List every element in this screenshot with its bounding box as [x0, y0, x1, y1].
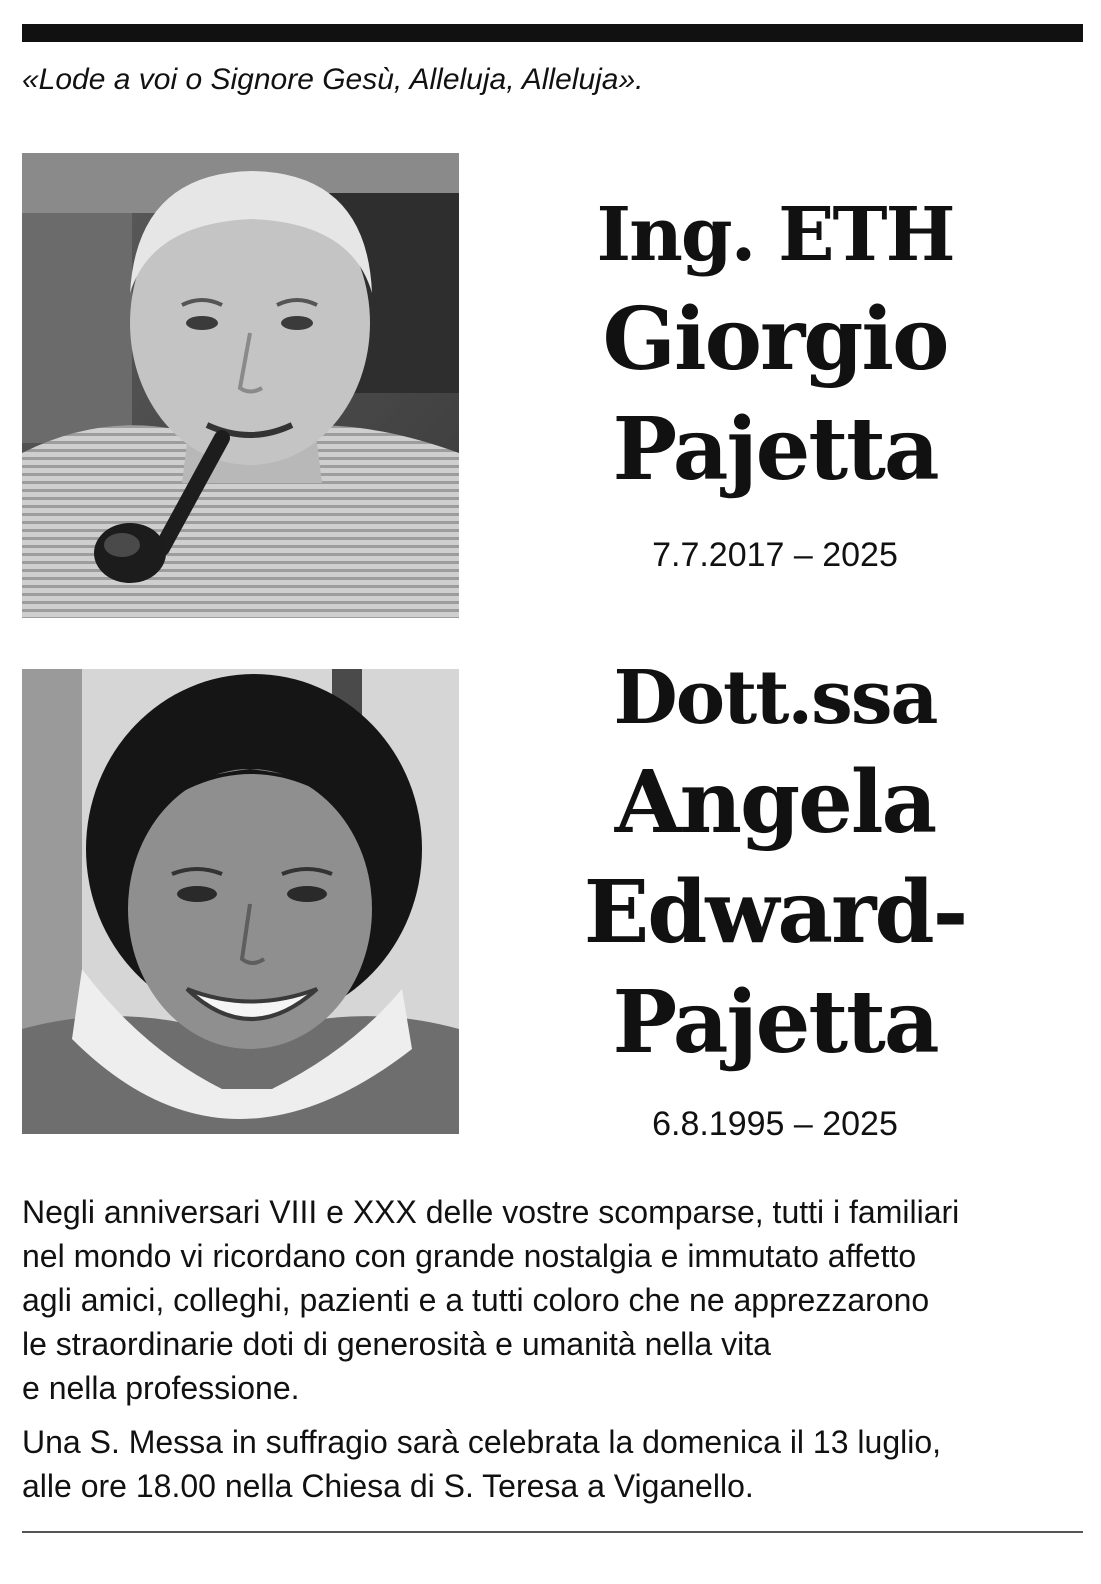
last-name-part-2: Pajetta — [612, 972, 938, 1073]
bottom-rule — [22, 1531, 1083, 1533]
honorific-title: Dott.ssa — [613, 655, 937, 741]
text-line: alle ore 18.00 nella Chiesa di S. Teresa a Viganello. — [22, 1468, 754, 1504]
first-name: Giorgio — [602, 289, 948, 390]
portrait-photo-angela — [22, 669, 459, 1134]
first-name: Angela — [614, 752, 936, 853]
last-name-part-1: Edward- — [583, 862, 967, 963]
opening-quote: «Lode a voi o Signore Gesù, Alleluja, Alleluja». — [22, 63, 644, 96]
name-block-giorgio — [470, 185, 1080, 505]
text-line: e nella professione. — [22, 1370, 300, 1406]
mass-announcement-paragraph — [22, 1420, 1082, 1508]
portrait-photo-giorgio — [22, 153, 459, 618]
text-line: nel mondo vi ricordano con grande nostalgia e immutato affetto — [22, 1238, 917, 1274]
text-line: le straordinarie doti di generosità e umanità nella vita — [22, 1326, 771, 1362]
name-block-angela — [470, 648, 1080, 1078]
dates-giorgio: 7.7.2017 – 2025 — [652, 536, 898, 574]
remembrance-paragraph — [22, 1190, 1082, 1410]
last-name: Pajetta — [612, 399, 938, 500]
honorific-title: Ing. ETH — [596, 192, 954, 278]
text-line: Una S. Messa in suffragio sarà celebrata la domenica il 13 luglio, — [22, 1424, 942, 1460]
text-line: agli amici, colleghi, pazienti e a tutti coloro che ne apprezzarono — [22, 1282, 930, 1318]
text-line: Negli anniversari VIII e XXX delle vostre scomparse, tutti i familiari — [22, 1194, 960, 1230]
top-rule — [22, 24, 1083, 42]
dates-angela: 6.8.1995 – 2025 — [652, 1105, 898, 1143]
